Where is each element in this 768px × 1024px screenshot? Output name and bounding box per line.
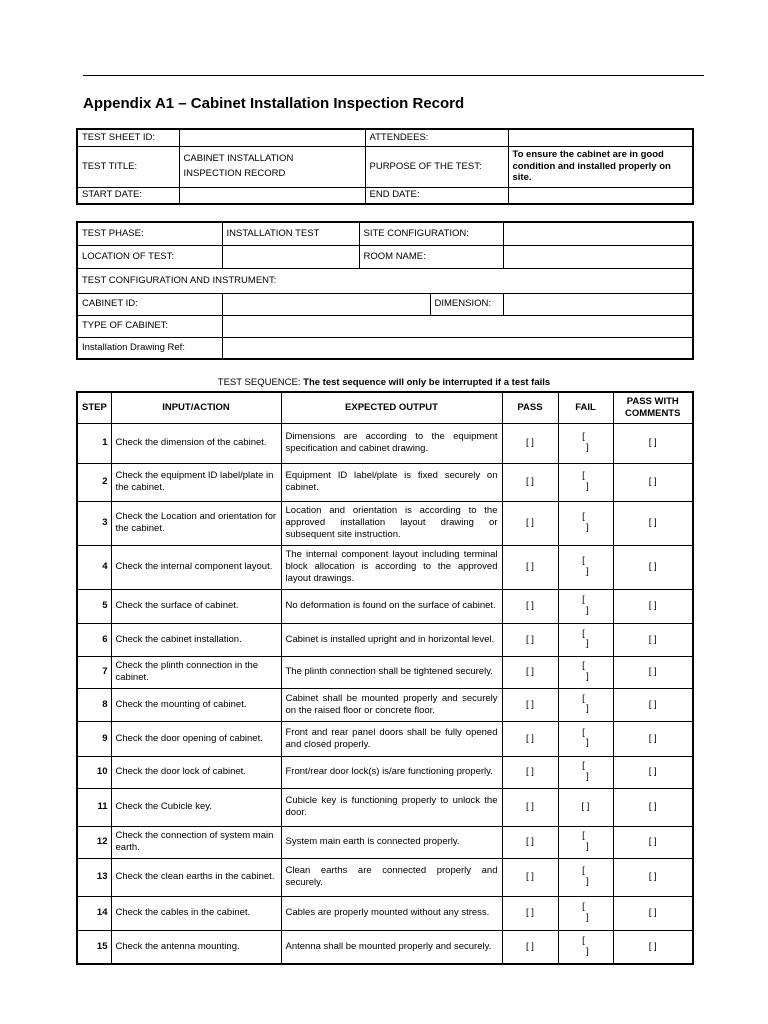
input-header: INPUT/ACTION: [111, 392, 281, 423]
input-action: Check the cables in the cabinet.: [111, 896, 281, 930]
sequence-row: [77, 788, 693, 826]
start-date-label: START DATE:: [77, 187, 179, 204]
pass-with-comments-checkbox[interactable]: [ ]: [613, 623, 693, 656]
site-config-field[interactable]: [503, 222, 693, 245]
fail-mark: [582, 512, 589, 533]
pass-checkbox[interactable]: [ ]: [502, 623, 558, 656]
fail-checkbox[interactable]: [558, 688, 613, 721]
expected-output: Dimensions are according to the equipment specification and cabinet drawing.: [281, 423, 502, 463]
pass-with-comments-checkbox[interactable]: [ ]: [613, 930, 693, 964]
fail-mark-close: ]: [586, 565, 589, 577]
pass-checkbox[interactable]: [ ]: [502, 826, 558, 858]
input-action: Check the clean earths in the cabinet.: [111, 858, 281, 896]
fail-checkbox[interactable]: [558, 501, 613, 545]
fail-mark-open: [: [582, 726, 585, 738]
attendees-field[interactable]: [508, 129, 693, 146]
fail-mark-close: ]: [586, 670, 589, 682]
step-number: 1: [77, 423, 111, 463]
pass-checkbox[interactable]: [ ]: [502, 545, 558, 589]
sequence-row: [77, 545, 693, 589]
fail-mark-open: [: [582, 901, 585, 913]
input-action: Check the Cubicle key.: [111, 788, 281, 826]
room-name-field[interactable]: [503, 245, 693, 268]
fail-mark: [582, 902, 589, 923]
pass-with-comments-checkbox[interactable]: [ ]: [613, 423, 693, 463]
fail-mark-open: [: [582, 865, 585, 877]
sequence-row: [77, 623, 693, 656]
fail-mark-open: [: [582, 470, 585, 482]
fail-mark: [582, 629, 589, 650]
fail-mark-close: ]: [586, 521, 589, 533]
input-action: Check the internal component layout.: [111, 545, 281, 589]
step-number: 13: [77, 858, 111, 896]
fail-mark: [582, 471, 589, 492]
test-title-value: [179, 146, 365, 187]
expected-output: System main earth is connected properly.: [281, 826, 502, 858]
pass-checkbox[interactable]: [ ]: [502, 501, 558, 545]
test-phase-value: INSTALLATION TEST: [222, 222, 359, 245]
fail-mark: [582, 936, 589, 957]
sequence-row: [77, 589, 693, 623]
pass-with-comments-checkbox[interactable]: [ ]: [613, 545, 693, 589]
pass-checkbox[interactable]: [ ]: [502, 896, 558, 930]
sequence-row: [77, 858, 693, 896]
fail-mark-close: ]: [586, 875, 589, 887]
step-number: 7: [77, 656, 111, 688]
step-number: 11: [77, 788, 111, 826]
fail-checkbox[interactable]: [558, 858, 613, 896]
pass-checkbox[interactable]: [ ]: [502, 463, 558, 501]
fail-checkbox[interactable]: [558, 721, 613, 756]
pass-with-comments-checkbox[interactable]: [ ]: [613, 858, 693, 896]
fail-mark-close: ]: [586, 911, 589, 923]
input-action: Check the plinth connection in the cabinet.: [111, 656, 281, 688]
cabinet-type-label: TYPE OF CABINET:: [77, 315, 222, 337]
sequence-caption-prefix: TEST SEQUENCE:: [217, 377, 304, 388]
sequence-row: [77, 721, 693, 756]
fail-mark-open: [: [582, 660, 585, 672]
test-phase-label: TEST PHASE:: [77, 222, 222, 245]
input-action: Check the surface of cabinet.: [111, 589, 281, 623]
test-config-label: TEST CONFIGURATION AND INSTRUMENT:: [77, 268, 693, 293]
step-number: 12: [77, 826, 111, 858]
cabinet-type-field[interactable]: [222, 315, 693, 337]
expected-output: Antenna shall be mounted properly and securely.: [281, 930, 502, 964]
test-title-label: TEST TITLE:: [77, 146, 179, 187]
test-title-line-1: CABINET INSTALLATION: [183, 153, 294, 165]
input-action: Check the Location and orientation for the cabinet.: [111, 501, 281, 545]
step-number: 9: [77, 721, 111, 756]
step-header: STEP: [77, 392, 111, 423]
fail-checkbox[interactable]: [558, 545, 613, 589]
pass-checkbox[interactable]: [ ]: [502, 858, 558, 896]
pass-with-comments-header: PASS WITH COMMENTS: [613, 392, 693, 423]
pass-with-comments-checkbox[interactable]: [ ]: [613, 826, 693, 858]
drawing-ref-label: Installation Drawing Ref:: [77, 337, 222, 359]
test-sheet-id-field[interactable]: [179, 129, 365, 146]
sequence-row: [77, 423, 693, 463]
step-number: 15: [77, 930, 111, 964]
fail-mark-open: [: [582, 627, 585, 639]
fail-mark-open: [: [582, 760, 585, 772]
fail-mark-open: [: [582, 830, 585, 842]
expected-output: Front and rear panel doors shall be fully opened and closed properly.: [281, 721, 502, 756]
pass-checkbox[interactable]: [ ]: [502, 930, 558, 964]
dimension-label: DIMENSION:: [430, 293, 503, 315]
fail-checkbox[interactable]: [558, 826, 613, 858]
step-number: 5: [77, 589, 111, 623]
pass-with-comments-checkbox[interactable]: [ ]: [613, 656, 693, 688]
pass-with-comments-checkbox[interactable]: [ ]: [613, 756, 693, 788]
fail-checkbox[interactable]: [558, 589, 613, 623]
fail-mark: [ ]: [581, 801, 590, 813]
header-table: [76, 128, 694, 205]
expected-output: No deformation is found on the surface of cabinet.: [281, 589, 502, 623]
pass-checkbox[interactable]: [ ]: [502, 656, 558, 688]
pass-with-comments-checkbox[interactable]: [ ]: [613, 896, 693, 930]
fail-mark: [582, 595, 589, 616]
fail-mark-open: [: [582, 511, 585, 523]
sequence-row: [77, 688, 693, 721]
expected-output: Cubicle key is functioning properly to unlock the door.: [281, 788, 502, 826]
fail-mark-close: ]: [586, 737, 589, 749]
input-action: Check the mounting of cabinet.: [111, 688, 281, 721]
pass-with-comments-checkbox[interactable]: [ ]: [613, 463, 693, 501]
fail-mark: [582, 661, 589, 682]
drawing-ref-field[interactable]: [222, 337, 693, 359]
fail-mark: [582, 556, 589, 577]
expected-output: Location and orientation is according to the approved installation layout drawing or subsequent site instruction.: [281, 501, 502, 545]
sequence-row: [77, 656, 693, 688]
sequence-row: [77, 756, 693, 788]
fail-mark-close: ]: [586, 840, 589, 852]
fail-mark-open: [: [582, 935, 585, 947]
fail-header: FAIL: [558, 392, 613, 423]
fail-checkbox[interactable]: [558, 896, 613, 930]
start-date-field[interactable]: [179, 187, 365, 204]
test-sequence-table: [76, 391, 694, 965]
fail-checkbox[interactable]: [558, 623, 613, 656]
step-number: 10: [77, 756, 111, 788]
pass-with-comments-checkbox[interactable]: [ ]: [613, 721, 693, 756]
end-date-label: END DATE:: [365, 187, 508, 204]
sequence-row: [77, 501, 693, 545]
pass-checkbox[interactable]: [ ]: [502, 589, 558, 623]
room-name-label: ROOM NAME:: [359, 245, 503, 268]
pass-with-comments-checkbox[interactable]: [ ]: [613, 788, 693, 826]
site-config-label: SITE CONFIGURATION:: [359, 222, 503, 245]
step-number: 6: [77, 623, 111, 656]
pass-checkbox[interactable]: [ ]: [502, 721, 558, 756]
expected-output: Front/rear door lock(s) is/are functioning properly.: [281, 756, 502, 788]
input-action: Check the dimension of the cabinet.: [111, 423, 281, 463]
input-action: Check the cabinet installation.: [111, 623, 281, 656]
pass-header: PASS: [502, 392, 558, 423]
fail-mark: [582, 694, 589, 715]
fail-mark-open: [: [582, 692, 585, 704]
attendees-label: ATTENDEES:: [365, 129, 508, 146]
purpose-value: To ensure the cabinet are in good condition and installed properly on site.: [508, 146, 693, 187]
input-action: Check the equipment ID label/plate in the cabinet.: [111, 463, 281, 501]
step-number: 3: [77, 501, 111, 545]
location-label: LOCATION OF TEST:: [77, 245, 222, 268]
fail-mark-open: [: [582, 555, 585, 567]
input-action: Check the door lock of cabinet.: [111, 756, 281, 788]
fail-mark-close: ]: [586, 703, 589, 715]
input-action: Check the antenna mounting.: [111, 930, 281, 964]
fail-mark: [582, 866, 589, 887]
expected-output: Equipment ID label/plate is fixed securely on cabinet.: [281, 463, 502, 501]
pass-checkbox[interactable]: [ ]: [502, 423, 558, 463]
fail-checkbox[interactable]: [558, 463, 613, 501]
pass-with-comments-checkbox[interactable]: [ ]: [613, 501, 693, 545]
fail-checkbox[interactable]: [558, 756, 613, 788]
fail-mark: [582, 432, 589, 453]
input-action: Check the door opening of cabinet.: [111, 721, 281, 756]
fail-mark-open: [: [582, 431, 585, 443]
dimension-field[interactable]: [503, 293, 693, 315]
sequence-row: [77, 896, 693, 930]
step-number: 14: [77, 896, 111, 930]
expected-output: The plinth connection shall be tightened securely.: [281, 656, 502, 688]
fail-checkbox[interactable]: [558, 423, 613, 463]
config-table: [76, 221, 694, 360]
cabinet-id-label: CABINET ID:: [77, 293, 222, 315]
expected-header: EXPECTED OUTPUT: [281, 392, 502, 423]
pass-checkbox[interactable]: [ ]: [502, 756, 558, 788]
step-number: 2: [77, 463, 111, 501]
sequence-row: [77, 930, 693, 964]
test-sheet-id-label: TEST SHEET ID:: [77, 129, 179, 146]
expected-output: Clean earths are connected properly and securely.: [281, 858, 502, 896]
fail-mark-close: ]: [586, 770, 589, 782]
expected-output: Cables are properly mounted without any stress.: [281, 896, 502, 930]
pass-with-comments-checkbox[interactable]: [ ]: [613, 688, 693, 721]
step-number: 4: [77, 545, 111, 589]
expected-output: Cabinet shall be mounted properly and securely on the raised floor or concrete floor.: [281, 688, 502, 721]
fail-mark-close: ]: [586, 604, 589, 616]
pass-with-comments-checkbox[interactable]: [ ]: [613, 589, 693, 623]
sequence-caption-note: The test sequence will only be interrupted if a test fails: [303, 377, 551, 388]
test-title-line-2: INSPECTION RECORD: [183, 168, 286, 179]
end-date-field[interactable]: [508, 187, 693, 204]
fail-mark-close: ]: [586, 441, 589, 453]
fail-mark-close: ]: [586, 638, 589, 650]
cabinet-id-field[interactable]: [222, 293, 430, 315]
input-action: Check the connection of system main earth.: [111, 826, 281, 858]
purpose-label: PURPOSE OF THE TEST:: [365, 146, 508, 187]
top-rule: [83, 75, 704, 76]
sequence-row: [77, 463, 693, 501]
fail-mark-close: ]: [586, 480, 589, 492]
fail-mark-open: [: [582, 594, 585, 606]
sequence-caption: [76, 377, 692, 388]
fail-mark: [582, 761, 589, 782]
pass-checkbox[interactable]: [ ]: [502, 788, 558, 826]
fail-mark-close: ]: [586, 945, 589, 957]
expected-output: The internal component layout including terminal block allocation is according to the approved layout drawings.: [281, 545, 502, 589]
pass-checkbox[interactable]: [ ]: [502, 688, 558, 721]
fail-checkbox[interactable]: [558, 930, 613, 964]
sequence-row: [77, 826, 693, 858]
step-number: 8: [77, 688, 111, 721]
expected-output: Cabinet is installed upright and in horizontal level.: [281, 623, 502, 656]
fail-mark: [582, 728, 589, 749]
page-title: Appendix A1 – Cabinet Installation Inspection Record: [83, 95, 465, 112]
location-field[interactable]: [222, 245, 359, 268]
fail-mark: [582, 831, 589, 852]
fail-checkbox[interactable]: [558, 656, 613, 688]
fail-checkbox[interactable]: [558, 788, 613, 826]
